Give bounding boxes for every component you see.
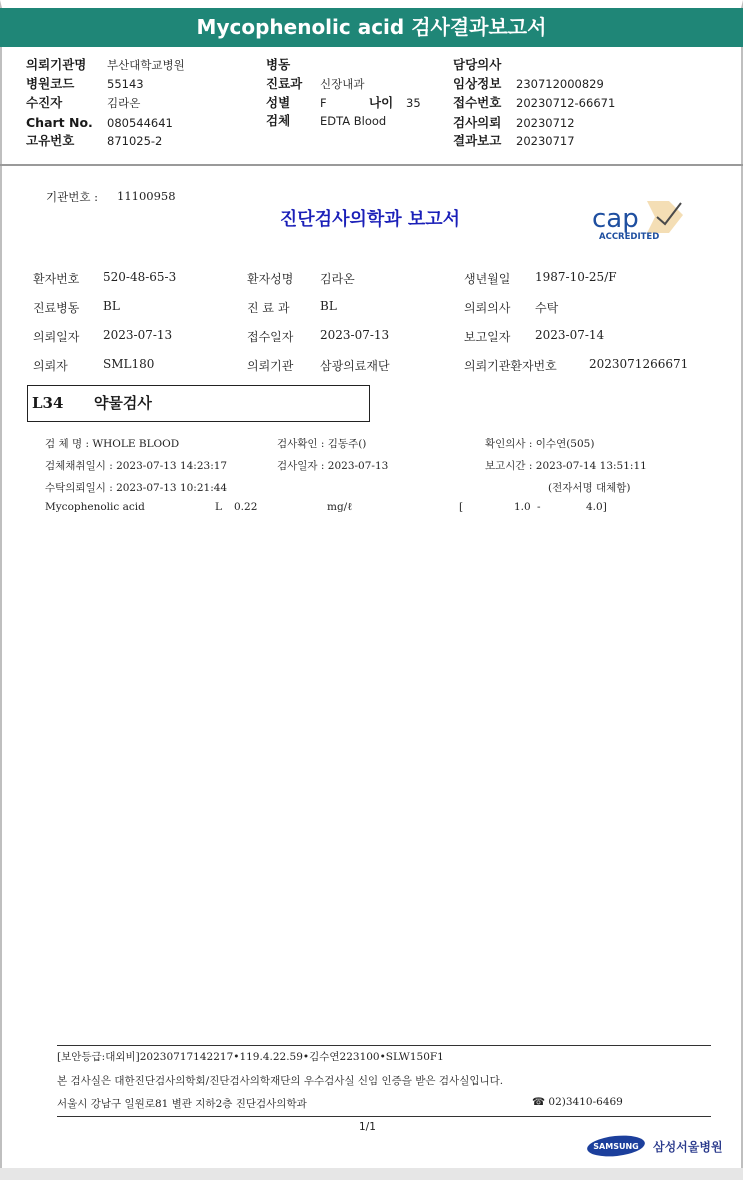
label-patient-no: 환자번호 — [33, 272, 80, 286]
value-birth-date: 1987-10-25/F — [535, 270, 617, 284]
label-hospital-code: 병원코드 — [26, 76, 75, 91]
value-patient-no: 520-48-65-3 — [103, 270, 177, 284]
label-clinical-info: 임상정보 — [453, 76, 502, 91]
label-attending-doctor: 담당의사 — [453, 57, 502, 72]
label-chart-no: Chart No. — [26, 115, 93, 130]
result-unit: mg/ℓ — [327, 501, 353, 513]
label-requesting-institution: 의뢰기관명 — [26, 57, 87, 72]
value-age: 35 — [406, 96, 421, 110]
value-patient-name: 김라온 — [320, 272, 355, 286]
value-specimen: EDTA Blood — [320, 114, 387, 128]
label-ward: 병동 — [266, 57, 291, 72]
label-age: 나이 — [369, 95, 394, 110]
cap-accredited-text: ACCREDITED — [599, 232, 660, 242]
cap-text: cap — [592, 204, 639, 234]
value-department: 신장내과 — [320, 77, 365, 91]
report-title: 진단검사의학과 보고서 — [279, 209, 461, 230]
label-department: 진료과 — [266, 76, 303, 91]
institution-no-label: 기관번호 : — [46, 190, 98, 204]
test-confirmer: 검사확인 : 김동주() — [277, 438, 367, 450]
label-clinic-department: 진 료 과 — [247, 301, 290, 315]
cap-accredited-logo — [585, 193, 691, 245]
test-date: 검사일자 : 2023-07-13 — [277, 460, 389, 472]
value-requester: SML180 — [103, 357, 155, 371]
label-test-request: 검사의뢰 — [453, 115, 502, 130]
samsung-text: SAMSUNG — [593, 1142, 639, 1151]
value-clinical-info: 230712000829 — [516, 77, 604, 91]
label-receipt-no: 접수번호 — [453, 95, 502, 110]
value-receipt-no: 20230712-66671 — [516, 96, 616, 110]
value-patient: 김라온 — [107, 96, 141, 110]
reference-open: [ — [459, 501, 464, 513]
value-receipt-date: 2023-07-13 — [320, 328, 390, 342]
label-sex: 성별 — [266, 95, 291, 110]
label-requesting-agency: 의뢰기관 — [247, 359, 294, 373]
bottom-strip — [0, 1168, 743, 1180]
value-unique-no: 871025-2 — [107, 134, 163, 148]
result-value: 0.22 — [234, 501, 258, 513]
label-result-report: 결과보고 — [453, 133, 502, 148]
value-sex: F — [320, 96, 327, 110]
label-requester: 의뢰자 — [33, 359, 68, 373]
lab-address: 서울시 강남구 일원로81 별관 지하2층 진단검사의학과 — [57, 1098, 307, 1110]
reference-low: 1.0 — [514, 501, 531, 513]
hospital-name: 삼성서울병원 — [653, 1140, 723, 1154]
label-receipt-date: 접수일자 — [247, 330, 294, 344]
label-birth-date: 생년월일 — [464, 272, 511, 286]
label-requesting-doctor: 의뢰의사 — [464, 301, 511, 315]
value-hospital-code: 55143 — [107, 77, 144, 91]
value-agency-patient-no: 2023071266671 — [589, 357, 689, 371]
value-report-date: 2023-07-14 — [535, 328, 605, 342]
page-title: Mycophenolic acid 검사결과보고서 — [0, 8, 743, 47]
section-name: 약물검사 — [93, 394, 152, 412]
reference-high: 4.0] — [586, 501, 607, 513]
reference-dash: - — [537, 501, 541, 513]
lab-phone: ☎ 02)3410-6469 — [532, 1096, 623, 1108]
value-test-request: 20230712 — [516, 116, 575, 130]
label-report-date: 보고일자 — [464, 330, 511, 344]
section-header — [27, 385, 370, 422]
label-specimen: 검체 — [266, 113, 291, 128]
label-agency-patient-no: 의뢰기관환자번호 — [464, 359, 557, 373]
page-number: 1/1 — [359, 1121, 376, 1133]
label-patient-name: 환자성명 — [247, 272, 294, 286]
value-requesting-institution: 부산대학교병원 — [107, 58, 185, 72]
institution-no: 11100958 — [117, 189, 176, 203]
label-request-date: 의뢰일자 — [33, 330, 80, 344]
section-code: L34 — [32, 394, 64, 412]
label-clinic-ward: 진료병동 — [33, 301, 80, 315]
value-chart-no: 080544641 — [107, 116, 173, 130]
value-clinic-department: BL — [320, 299, 337, 313]
specimen-name: 검 체 명 : WHOLE BLOOD — [45, 438, 180, 450]
value-requesting-agency: 삼광의료재단 — [320, 359, 390, 373]
label-patient: 수진자 — [26, 95, 63, 110]
footer-bottom-line — [57, 1116, 711, 1117]
confirming-doctor: 확인의사 : 이수연(505) — [485, 438, 595, 450]
samsung-logo — [586, 1134, 646, 1158]
footer-top-line — [57, 1045, 711, 1046]
value-clinic-ward: BL — [103, 299, 120, 313]
consignment-datetime: 수탁의뢰일시 : 2023-07-13 10:21:44 — [45, 482, 228, 494]
certification-line: 본 검사실은 대한진단검사의학회/진단검사의학재단의 우수검사실 신임 인증을 받은 검사실입니다. — [57, 1075, 504, 1087]
header-divider — [0, 164, 743, 166]
value-result-report: 20230717 — [516, 134, 575, 148]
e-signature-note: (전자서명 대체함) — [548, 482, 631, 494]
collection-datetime: 검체채취일시 : 2023-07-13 14:23:17 — [45, 460, 228, 472]
value-requesting-doctor: 수탁 — [535, 301, 559, 315]
report-time: 보고시간 : 2023-07-14 13:51:11 — [485, 460, 647, 472]
value-request-date: 2023-07-13 — [103, 328, 173, 342]
result-test-name: Mycophenolic acid — [45, 501, 145, 513]
result-flag: L — [215, 501, 222, 513]
label-unique-no: 고유번호 — [26, 133, 75, 148]
security-line: [보안등급:대외비]20230717142217•119.4.22.59•김수연223100•SLW150F1 — [57, 1051, 444, 1063]
